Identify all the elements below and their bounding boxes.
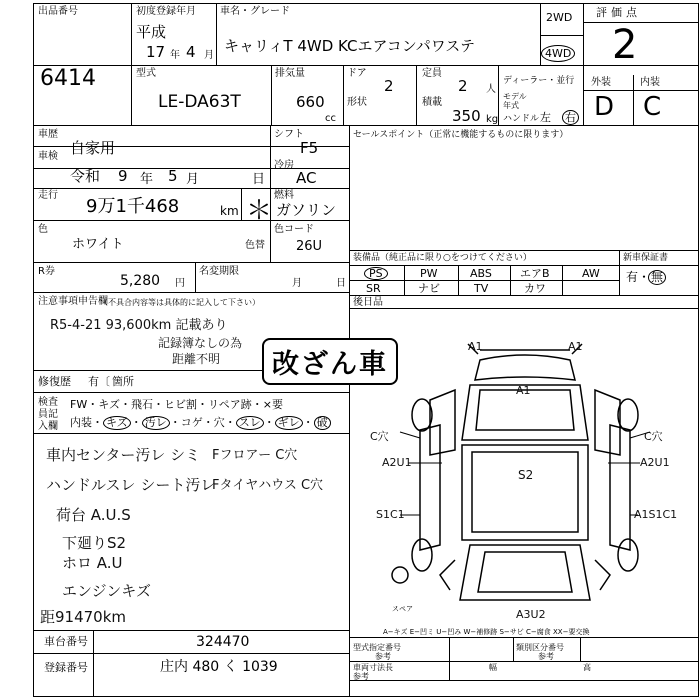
rating-score: 2 <box>612 22 638 68</box>
repair-unit: 箇所 <box>112 375 134 388</box>
class-spec-label: 類別区分番号 <box>516 643 564 652</box>
mileage-mark: ＊ <box>246 196 273 226</box>
drive-4wd: 4WD <box>541 45 575 62</box>
dim-ref-1: 参考 <box>353 672 369 681</box>
diag-a2u1-left: A2U1 <box>382 456 412 469</box>
handle-label: ハンドル <box>503 114 540 124</box>
notes-sub: （不具合内容等は具体的に記入して下さい） <box>100 298 260 307</box>
mileage-value: 9万1千468 <box>86 196 180 217</box>
inspection-day-unit: 日 <box>252 172 266 187</box>
dim-length-label: 車両寸法長 <box>353 663 393 672</box>
shift-label: シフト <box>274 129 304 140</box>
diag-a2u1-right: A2U1 <box>640 456 670 469</box>
diag-a1s1c1-right: A1S1C1 <box>634 508 678 521</box>
inspection-label: 車検 <box>38 151 58 162</box>
displacement-label: 排気量 <box>275 68 305 79</box>
warranty-label: 新車保証書 <box>623 253 669 263</box>
color-code-label: 色コード <box>274 224 314 235</box>
capacity-label: 定員 <box>422 68 442 79</box>
inspector-note-6: エンジンキズ <box>62 582 151 600</box>
notes-line3: 距離不明 <box>172 352 221 366</box>
check-row2: 内装・ キズ ・ 汚レ ・コゲ・穴・ スレ ・ ギレ ・ 破 <box>70 414 331 430</box>
mileage-label: 走行 <box>38 190 58 201</box>
model-year-label: モデル 年式 <box>503 92 527 110</box>
notes-line1: R5-4-21 93,600km 記載あり <box>50 318 228 333</box>
aircon-value: AC <box>296 169 317 187</box>
load-unit: kg <box>486 114 499 125</box>
registration-label: 登録番号 <box>44 661 88 674</box>
recycle-unit: 円 <box>175 278 185 289</box>
diag-s2-bed: S2 <box>518 468 534 482</box>
inspector-note-3: 荷台 A.U.S <box>56 506 131 524</box>
color-label: 色 <box>38 224 48 235</box>
warranty-yes: 有 <box>626 270 639 284</box>
check-row1: FW・キズ・飛石・ヒビ割・リペア跡・×要 <box>70 398 283 411</box>
diag-a1-roof: A1 <box>516 384 531 397</box>
drive-2wd: 2WD <box>546 11 573 24</box>
dealer-label: ディーラー・並行 <box>503 76 575 86</box>
name-change-day: 日 <box>336 278 346 289</box>
sales-point-label: セールスポイント（正常に機能するものに限ります） <box>353 130 569 140</box>
dim-height-label: 高 <box>583 663 591 672</box>
car-name-label: 車名・グレード <box>220 6 290 17</box>
inspector-note-5: ホロ A.U <box>62 554 123 572</box>
first-reg-year-unit: 年 <box>170 50 180 61</box>
handle-left: 左 <box>540 111 551 124</box>
class-spec-ref: 参考 <box>538 652 554 661</box>
inspector-note-right-1: Fフロアー C穴 <box>212 448 298 463</box>
inspection-year-unit: 年 <box>140 172 154 187</box>
color-code: 26U <box>296 239 323 254</box>
diag-a1-fr: A1 <box>568 340 583 353</box>
inspector-note-7: 距91470km <box>40 608 127 626</box>
interior-label: 内装 <box>640 77 660 88</box>
capacity-unit: 人 <box>486 84 496 95</box>
car-name: キャリィT 4WD KCエアコンパワステ <box>224 37 475 55</box>
chassis-value: 324470 <box>196 634 250 650</box>
mileage-unit: km <box>220 204 239 218</box>
recycle-value: 5,280 <box>120 273 161 289</box>
inspector-note-4: 下廻りS2 <box>62 534 127 552</box>
diag-a3u2-rear: A3U2 <box>516 608 546 621</box>
handle-right: 右 <box>562 110 579 125</box>
aircon-label: 冷房 <box>274 160 294 171</box>
color-value: ホワイト <box>72 237 124 252</box>
doors-value: 2 <box>384 77 394 95</box>
first-reg-era: 平成 <box>136 23 167 41</box>
type-spec-ref: 参考 <box>375 652 391 661</box>
equipment-label: 装備品（純正品に限り○をつけてください） <box>353 253 532 263</box>
repair-label: 修復歴 <box>38 375 71 388</box>
equip-leather: カワ <box>524 282 546 295</box>
equip-aw: AW <box>582 267 600 280</box>
color-swap-label: 色替 <box>245 240 265 251</box>
load-label: 積載 <box>422 97 442 108</box>
usage-label: 車歴 <box>38 129 58 140</box>
shift-value: F5 <box>300 139 319 157</box>
damage-legend: A−キズ E−凹ミ U−凹み W−補修跡 S−サビ C−腐食 XX−要交換 <box>383 628 590 636</box>
equip-pw: PW <box>420 267 438 280</box>
notes-line2: 記録簿なしの為 <box>158 336 243 350</box>
displacement-value: 660 <box>296 93 325 111</box>
equip-ps: PS <box>364 267 388 280</box>
inspection-era: 令和 <box>70 167 101 185</box>
lot-number: 6414 <box>40 66 96 91</box>
exterior-label: 外装 <box>591 77 611 88</box>
first-reg-month: 4 <box>186 43 196 61</box>
shape-label: 形状 <box>347 97 367 108</box>
model-label: 型式 <box>136 68 156 79</box>
chassis-label: 車台番号 <box>44 635 88 648</box>
equip-navi: ナビ <box>418 282 440 295</box>
inspection-year: 9 <box>118 167 128 185</box>
after-install-label: 後日品 <box>353 297 383 308</box>
inspector-note-1: 車内センター汚レ シミ <box>46 446 201 464</box>
name-change-month: 月 <box>292 278 302 289</box>
repair-value: 有〔 <box>88 375 110 388</box>
tampered-stamp: 改ざん車 <box>262 338 398 385</box>
registration-value: 庄内 480 く 1039 <box>160 659 278 675</box>
inspector-note-2: ハンドルスレ シート汚レ <box>46 476 216 494</box>
model-value: LE-DA63T <box>158 92 241 112</box>
interior-grade: C <box>643 92 662 122</box>
usage-value: 自家用 <box>70 139 116 157</box>
lot-label: 出品番号 <box>38 6 78 17</box>
dim-width-label: 幅 <box>489 663 497 672</box>
capacity-value: 2 <box>458 77 468 95</box>
equip-abs: ABS <box>470 267 492 280</box>
first-reg-year: 17 <box>146 43 166 61</box>
equip-tv: TV <box>474 282 489 295</box>
warranty-no: 無 <box>648 270 666 285</box>
rating-label: 評価点 <box>596 6 641 19</box>
fuel-value: ガソリン <box>276 201 337 219</box>
diag-c-hole-left: C穴 <box>370 430 389 443</box>
diag-a1-fl: A1 <box>468 340 483 353</box>
doors-label: ドア <box>347 68 367 79</box>
first-reg-label: 初度登録年月 <box>136 6 196 17</box>
inspector-note-right-2: Fタイヤハウス C穴 <box>212 478 324 493</box>
diag-s1c1-left: S1C1 <box>376 508 405 521</box>
inspection-month: 5 <box>168 167 178 185</box>
diag-c-hole-right: C穴 <box>644 430 663 443</box>
fuel-label: 燃料 <box>274 190 294 201</box>
load-value: 350 <box>452 107 481 125</box>
check-label: 検査員記入欄 <box>38 397 58 432</box>
name-change-label: 名変期限 <box>199 266 239 277</box>
type-spec-label: 型式指定番号 <box>353 643 401 652</box>
equip-airbag: エアB <box>520 267 550 280</box>
exterior-grade: D <box>594 92 615 122</box>
displacement-unit: cc <box>325 113 336 124</box>
first-reg-month-unit: 月 <box>204 50 214 61</box>
equip-sr: SR <box>366 282 381 295</box>
diag-spare-label: スペア <box>392 605 413 613</box>
notes-label: 注意事項申告欄 <box>38 296 108 307</box>
recycle-label: R券 <box>38 266 55 277</box>
inspection-month-unit: 月 <box>186 172 200 187</box>
